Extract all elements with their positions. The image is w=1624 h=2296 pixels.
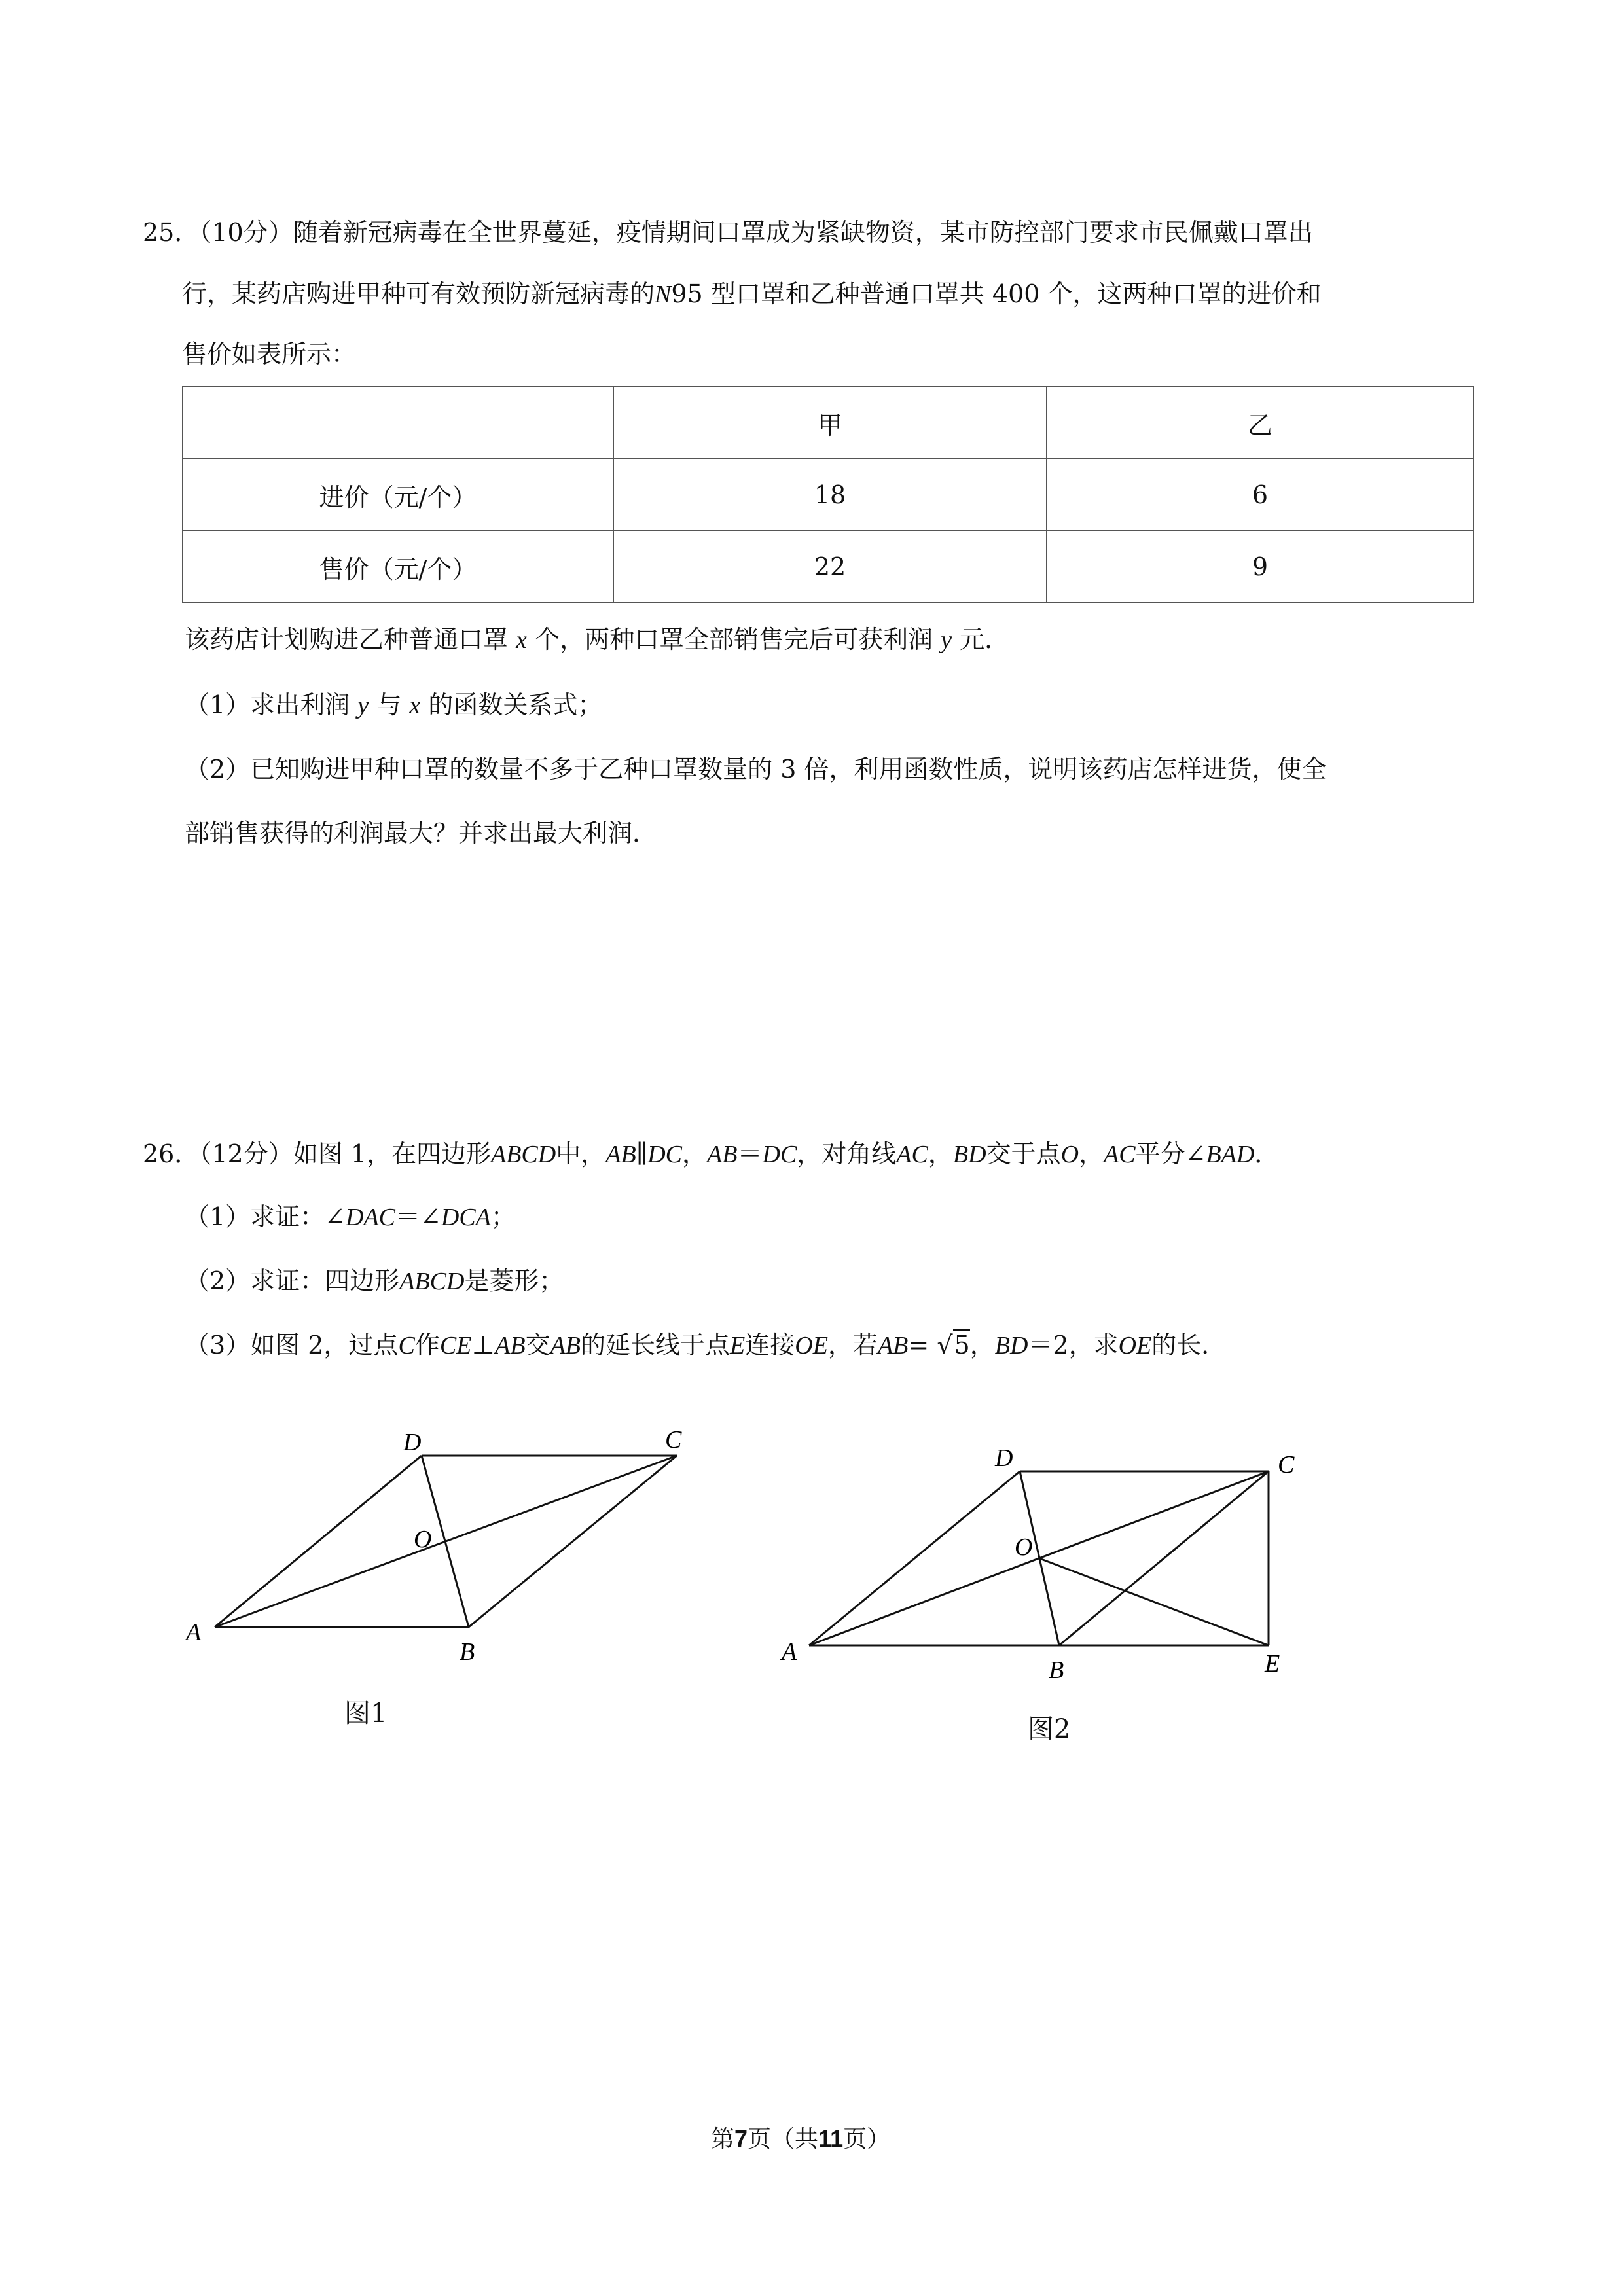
price-table [182, 386, 1474, 603]
q26-text: 的延长线于点 [581, 1331, 731, 1359]
sqrt-five [937, 1333, 969, 1357]
var-y: y [941, 626, 952, 654]
q25-part-1 [185, 692, 602, 718]
q26-part-2 [185, 1268, 564, 1294]
q26-text: （1）求证：∠ [185, 1202, 346, 1231]
q26-text: 如图 1，在四边形 [293, 1139, 491, 1168]
fig2-label-D: D [995, 1444, 1013, 1472]
q26-var: BD [952, 1141, 986, 1168]
q26-var: AB [550, 1332, 581, 1359]
q26-part-1: （1）求证：∠DAC＝∠DCA； [185, 1202, 516, 1231]
q25-score: （10分） [199, 218, 293, 247]
table-cell: 6 [1047, 459, 1473, 531]
q26-var: DC [762, 1141, 797, 1168]
q25-text-3: 售价如表所示： [182, 340, 357, 368]
segment-AD [215, 1456, 422, 1627]
equals-symbol: = [908, 1331, 929, 1359]
table-header-row [183, 387, 1473, 459]
q26-var: AB [707, 1141, 738, 1168]
q26-text: 交 [525, 1331, 550, 1359]
figure-2-diagram [772, 1440, 1322, 1715]
q26-var: AB [605, 1141, 636, 1168]
fig1-label-O: O [414, 1526, 432, 1553]
q25-part-2-line-2 [185, 821, 657, 846]
q26-number: 26 [143, 1139, 175, 1168]
table-row [183, 531, 1473, 603]
footer-text: 第 [711, 2126, 735, 2153]
table-cell-label: 售价（元/个） [183, 531, 613, 603]
q26-text: ， [682, 1139, 708, 1168]
q26-score: （12分） [199, 1139, 293, 1168]
total-pages-number: 11 [818, 2125, 844, 2152]
q26-text: 作 [414, 1331, 440, 1359]
q26-text: ，对角线 [797, 1139, 897, 1168]
fig2-label-C: C [1278, 1451, 1295, 1479]
q26-var: ABCD [399, 1268, 465, 1295]
fig2-label-E: E [1265, 1650, 1280, 1677]
q25-line-1: 25．（10分）随着新冠病毒在全世界蔓延，疫情期间口罩成为紧缺物资，某市防控部门要求市民佩戴口罩出 [143, 218, 1313, 247]
var-y: y [357, 692, 369, 719]
fig1-label-B: B [460, 1638, 475, 1666]
q26-var: E [730, 1332, 746, 1359]
footer-text: 页） [843, 2126, 891, 2153]
q25-part1-text: 的函数关系式； [428, 691, 603, 719]
q26-text: 的长． [1151, 1331, 1227, 1359]
q26-text: ， [969, 1331, 995, 1359]
q26-text: （3）如图 2，过点 [185, 1331, 399, 1359]
q25-part1-text: 与 [376, 691, 402, 719]
q25-text-1: 随着新冠病毒在全世界蔓延，疫情期间口罩成为紧缺物资，某市防控部门要求市民佩戴口罩出 [293, 218, 1313, 247]
q26-var: AB [877, 1332, 909, 1359]
fig1-label-D: D [403, 1429, 422, 1456]
segment-CB [1059, 1471, 1269, 1645]
q25-part2-text: （2）已知购进甲种口罩的数量不多于乙种口罩数量的 3 倍，利用函数性质，说明该药店怎样进货，使全 [185, 755, 1327, 783]
q26-var: BAD [1206, 1141, 1255, 1168]
parallel-symbol: ∥ [636, 1139, 648, 1168]
sqrt-radicand: 5 [954, 1331, 970, 1359]
table-header-yi: 乙 [1047, 387, 1473, 459]
sqrt-icon: √ [937, 1331, 953, 1359]
q25-part2-text: 部销售获得的利润最大？并求出最大利润． [185, 819, 658, 848]
q26-var: DAC [346, 1204, 396, 1231]
fig1-label-C: C [665, 1427, 682, 1454]
table-row [183, 459, 1473, 531]
table-cell: 9 [1047, 531, 1473, 603]
figure-2-caption: 图2 [1028, 1714, 1071, 1744]
table-header-empty [183, 387, 613, 459]
q26-part-3 [185, 1333, 1226, 1358]
q25-plan-text: 元． [960, 625, 1010, 654]
q26-text: ； [490, 1202, 516, 1231]
figure-1-diagram [177, 1427, 713, 1728]
q26-var: AB [495, 1332, 526, 1359]
var-x: x [409, 692, 421, 719]
q25-plan [185, 627, 1009, 653]
q26-var: OE [1118, 1332, 1152, 1359]
q25-line-2 [182, 281, 1322, 307]
current-page-number: 7 [734, 2125, 748, 2152]
q25-number: 25 [143, 218, 175, 247]
segment-AD [809, 1471, 1020, 1645]
perpendicular-symbol: ⊥ [471, 1331, 496, 1359]
q25-part-2-line-1 [185, 757, 1327, 781]
q25-part1-text: （1）求出利润 [185, 691, 350, 719]
q26-var: BD [994, 1332, 1028, 1359]
q25-text-2b: 95 型口罩和乙种普通口罩共 400 个，这两种口罩的进价和 [671, 279, 1322, 308]
table-cell-label: 进价（元/个） [183, 459, 613, 531]
q26-text: 交于点 [986, 1139, 1061, 1168]
q26-text: ， [1079, 1139, 1104, 1168]
q26-var: O [1060, 1141, 1079, 1168]
var-x: x [516, 626, 527, 654]
q26-var: C [398, 1332, 415, 1359]
q26-text: 连接 [745, 1331, 795, 1359]
segment-CB [469, 1456, 677, 1627]
q26-var: ABCD [491, 1141, 556, 1168]
q26-text: ， [928, 1139, 953, 1168]
q26-text: 平分∠ [1135, 1139, 1206, 1168]
figure-1-caption: 图1 [344, 1698, 388, 1729]
q26-text: （2）求证：四边形 [185, 1266, 400, 1295]
fig2-label-A: A [782, 1638, 797, 1666]
q26-var: OE [795, 1332, 828, 1359]
q26-var: DC [647, 1141, 683, 1168]
page-footer [711, 2121, 890, 2154]
table-cell: 18 [613, 459, 1047, 531]
q25-plan-text: 个，两种口罩全部销售完后可获利润 [535, 625, 933, 654]
q26-var: AC [1104, 1141, 1136, 1168]
q26-text: 中， [556, 1139, 606, 1168]
table-header-jia: 甲 [613, 387, 1047, 459]
q26-text: ＝2，求 [1028, 1331, 1119, 1359]
q26-var: DCA [441, 1204, 491, 1231]
equals-symbol: ＝ [737, 1139, 763, 1168]
q26-text: ，若 [827, 1331, 878, 1359]
q25-var-n: N [655, 281, 672, 308]
q25-line-3 [182, 342, 356, 367]
footer-text: 页（共 [748, 2126, 819, 2153]
q26-text: ． [1254, 1139, 1280, 1168]
q26-var: AC [896, 1141, 928, 1168]
q26-var: CE [439, 1332, 472, 1359]
q25-text-2a: 行，某药店购进甲种可有效预防新冠病毒的 [182, 279, 655, 308]
table-cell: 22 [613, 531, 1047, 603]
fig1-label-A: A [186, 1619, 202, 1646]
fig2-label-B: B [1049, 1657, 1064, 1684]
q26-text: 是菱形； [464, 1266, 564, 1295]
fig2-label-O: O [1015, 1534, 1033, 1561]
q25-plan-text: 该药店计划购进乙种普通口罩 [185, 625, 509, 654]
q26-line-1: 26．（12分）如图 1，在四边形ABCD中，AB∥DC，AB＝DC，对角线AC，BD交于点O，AC平分∠BAD． [143, 1139, 1280, 1168]
equals-symbol: ＝ [395, 1202, 421, 1231]
